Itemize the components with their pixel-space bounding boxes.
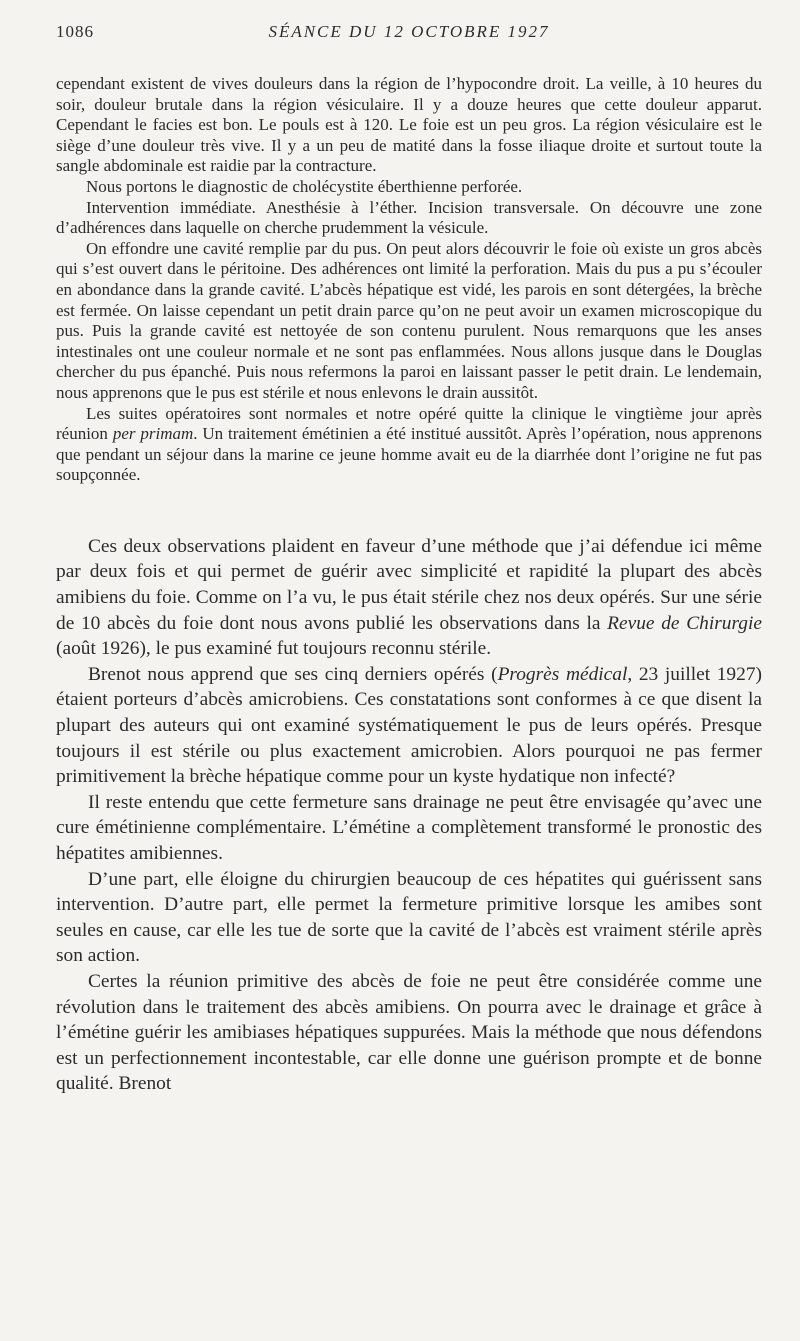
discussion-paragraph-3: Il reste entendu que cette fermeture sans drainage ne peut être envisagée qu’avec une cure émétinienne complémentaire. L’émétine a complètement transformé le pronostic des hépatites amibiennes.: [56, 791, 762, 864]
observation-paragraph-1: cependant existent de vives douleurs dans la région de l’hypocondre droit. La veille, à 10 heures du soir, douleur brutale dans la région vésiculaire. Il y a douze heures que cette douleur apparut. Cependant le facies est bon. Le pouls est à 120. Le foie est un peu gros. La région vésiculaire est le siège d’une douleur très vive. Il y a un peu de matité dans la fosse iliaque droite et surtout toute la sangle abdominale est raidie par la contracture.: [56, 74, 762, 176]
discussion-paragraph-2: [56, 662, 762, 790]
journal-title: Progrès médical: [497, 663, 628, 685]
paragraph-text: Les suites opératoires sont normales et notre opéré quitte la clinique le vingtième jour après réunion: [56, 403, 762, 444]
paragraph-text: , 23 juillet 1927) étaient porteurs d’abcès amicrobiens. Ces constatations sont conformes à ce que disent la plupart des auteurs qui ont examiné systématiquement le pus de leurs opérés. Presque toujours il est stérile ou plus exactement amicrobien. Alors pourquoi ne pas fermer primitivement la brèche hépatique comme pour un kyste hydatique non infecté?: [56, 663, 762, 788]
observation-paragraph-3: Intervention immédiate. Anesthésie à l’éther. Incision transversale. On découvre une zone d’adhérences dans laquelle on cherche prudemment la vésicule.: [56, 197, 762, 238]
discussion-section: [56, 534, 762, 1097]
discussion-paragraph-1: [56, 534, 762, 662]
observation-paragraph-5: [56, 404, 762, 486]
paragraph-text: Ces deux observations plaident en faveur d’une méthode que j’ai défendue ici même par deux fois et qui permet de guérir avec simplicité et rapidité la plupart des abcès amibiens du foie. Comme on l’a vu, le pus était stérile chez nos deux opérés. Sur une série de 10 abcès du foie dont nous avons publié les observations dans la: [56, 535, 762, 634]
discussion-paragraph-4: D’une part, elle éloigne du chirurgien beaucoup de ces hépatites qui guérissent sans intervention. D’autre part, elle permet la fermeture primitive lorsque les amibes sont seules en cause, car elle les tue de sorte que la cavité de l’abcès est vraiment stérile après son action.: [56, 868, 762, 967]
document-page: [56, 20, 762, 1097]
observation-paragraph-2: Nous portons le diagnostic de cholécystite éberthienne perforée.: [86, 176, 523, 196]
observation-section: [56, 74, 762, 486]
journal-title: Revue de Chirurgie: [607, 612, 762, 634]
latin-phrase: per primam: [112, 424, 194, 444]
running-head: [56, 20, 762, 48]
paragraph-text: (août 1926), le pus examiné fut toujours reconnu stérile.: [56, 638, 492, 660]
running-title: SÉANCE DU 12 OCTOBRE 1927: [268, 22, 550, 41]
paragraph-text: . Un traitement émétinien a été institué aussitôt. Après l’opération, nous apprenons que pendant un séjour dans la marine ce jeune homme avait eu de la diarrhée dont l’origine ne fut pas soupçonnée.: [56, 424, 762, 485]
discussion-paragraph-5: Certes la réunion primitive des abcès de foie ne peut être considérée comme une révolution dans le traitement des abcès amibiens. On pourra avec le drainage et grâce à l’émétine guérir les amibiases hépatiques suppurées. Mais la méthode que nous défendons est un perfectionnement incontestable, car elle donne une guérison prompte et de bonne qualité. Brenot: [56, 970, 762, 1095]
page-number: 1086: [56, 22, 94, 41]
paragraph-text: Brenot nous apprend que ses cinq derniers opérés (: [88, 663, 498, 685]
observation-paragraph-4: On effondre une cavité remplie par du pus. On peut alors découvrir le foie où existe un gros abcès qui s’est ouvert dans le péritoine. Des adhérences ont limité la perforation. Mais du pus a pu s’écouler en abondance dans la grande cavité. L’abcès hépatique est vidé, les parois en sont détergées, la brèche est fermée. On laisse cependant un petit drain parce qu’on ne peut avoir un examen microscopique du pus. Puis la grande cavité est nettoyée de son contenu purulent. Nous remarquons que les anses intestinales ont une couleur normale et ne sont pas enflammées. Nous allons jusque dans le Douglas chercher du pus épanché. Puis nous refermons la paroi en laissant passer le petit drain. Le lendemain, nous apprenons que le pus est stérile et nous enlevons le drain aussitôt.: [56, 238, 762, 402]
